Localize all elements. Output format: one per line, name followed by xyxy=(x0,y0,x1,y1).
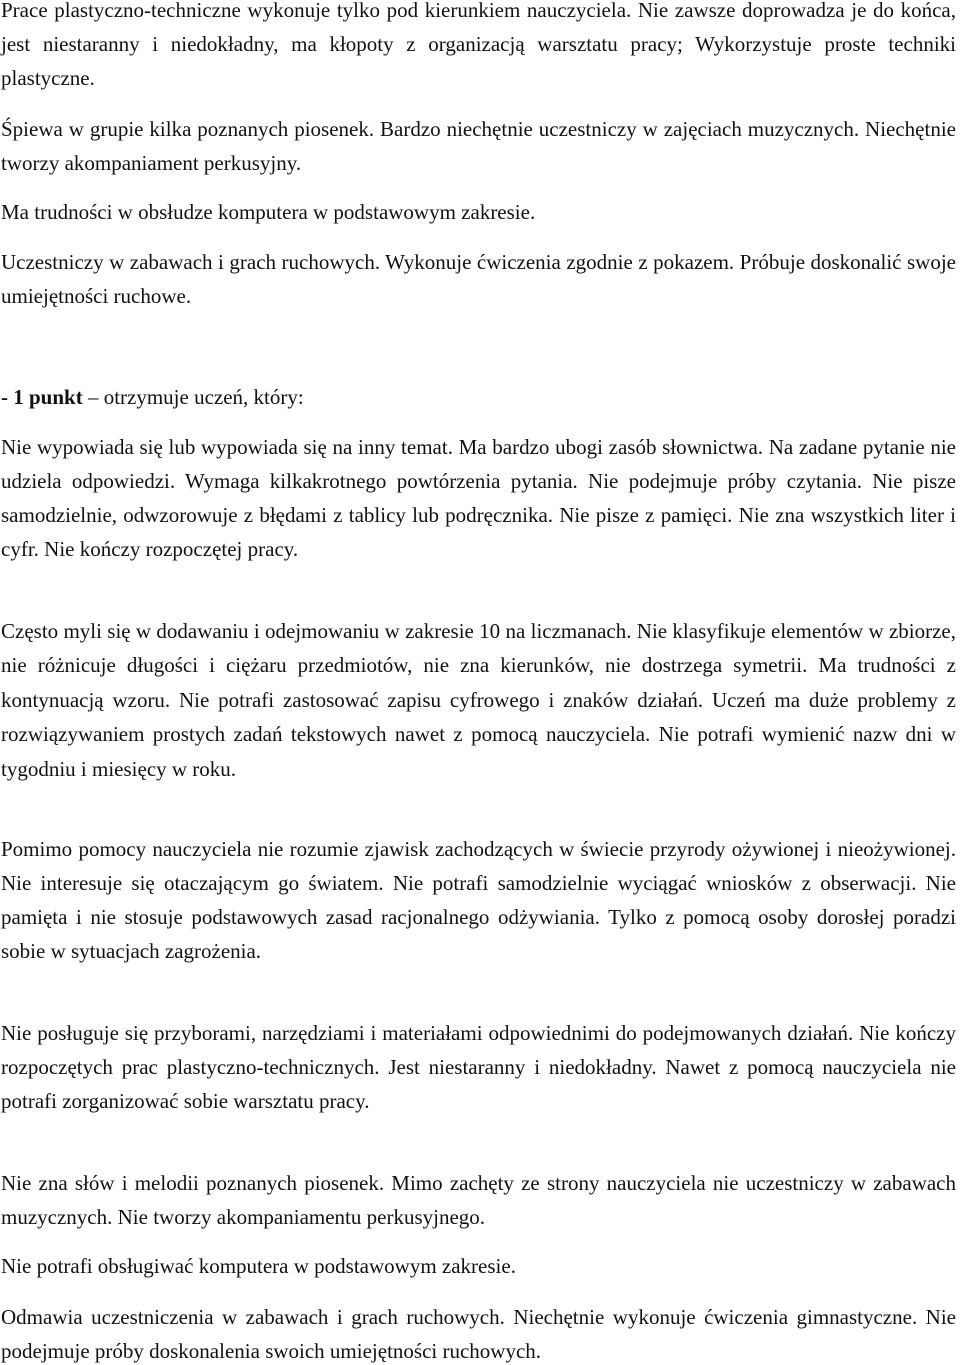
paragraph-computer-1pt: Nie potrafi obsługiwać komputera w podstawowym zakresie. xyxy=(1,1254,516,1278)
section-heading-description: – otrzymuje uczeń, który: xyxy=(82,385,304,409)
paragraph-music-1pt: Nie zna słów i melodii poznanych piosenek. Mimo zachęty ze strony nauczyciela nie uczestniczy w zabawach muzycznych. Nie tworzy akompaniamentu perkusyjnego. xyxy=(1,1171,956,1229)
paragraph-nature-1pt: Pomimo pomocy nauczyciela nie rozumie zjawisk zachodzących w świecie przyrody ożywionej i nieożywionej. Nie interesuje się otaczającym go światem. Nie potrafi samodzielnie wyciągać wniosków z obserwacji. Nie pamięta i nie stosuje podstawowych zasad racjonalnego odżywiania. Tylko z pomocą osoby dorosłej poradzi sobie w sytuacjach zagrożenia. xyxy=(1,837,956,963)
paragraph-music-skills: Śpiewa w grupie kilka poznanych piosenek. Bardzo niechętnie uczestniczy w zajęciach muzycznych. Niechętnie tworzy akompaniament perkusyjny. xyxy=(1,117,956,176)
paragraph-art-1pt: Nie posługuje się przyborami, narzędziami i materiałami odpowiednimi do podejmowanych działań. Nie kończy rozpoczętych prac plastyczno-technicznych. Jest niestaranny i niedokładny. Nawet z pomocą nauczyciela nie potrafi zorganizować sobie warsztatu pracy. xyxy=(1,1021,956,1113)
section-heading-1-point xyxy=(1,380,956,414)
paragraph-math-1pt: Często myli się w dodawaniu i odejmowaniu w zakresie 10 na liczmanach. Nie klasyfikuje elementów w zbiorze, nie różnicuje długości i ciężaru przedmiotów, nie zna kierunków, nie dostrzega symetrii. Ma trudności z kontynuacją wzoru. Nie potrafi zastosować zapisu cyfrowego i znaków działań. Uczeń ma duże problemy z rozwiązywaniem prostych zadań tekstowych nawet z pomocą nauczyciela. Nie potrafi wymienić nazw dni w tygodniu i miesięcy w roku. xyxy=(1,619,956,781)
paragraph-computer-skills: Ma trudności w obsłudze komputera w podstawowym zakresie. xyxy=(1,200,536,224)
paragraph-pe-1pt: Odmawia uczestniczenia w zabawach i grach ruchowych. Niechętnie wykonuje ćwiczenia gimnastyczne. Nie podejmuje próby doskonalenia swoich umiejętności ruchowych. xyxy=(1,1305,956,1363)
section-heading-points: - 1 punkt xyxy=(1,385,83,409)
paragraph-art-skills: Prace plastyczno-techniczne wykonuje tylko pod kierunkiem nauczyciela. Nie zawsze doprowadza je do końca, jest niestaranny i niedokładny, ma kłopoty z organizacją warsztatu pracy; Wykorzystuje proste techniki plastyczne. xyxy=(1,0,956,90)
paragraph-pe-skills: Uczestniczy w zabawach i grach ruchowych. Wykonuje ćwiczenia zgodnie z pokazem. Próbuje doskonalić swoje umiejętności ruchowe. xyxy=(1,250,956,309)
paragraph-language-1pt: Nie wypowiada się lub wypowiada się na inny temat. Ma bardzo ubogi zasób słownictwa. Na zadane pytanie nie udziela odpowiedzi. Wymaga kilkakrotnego powtórzenia pytania. Nie podejmuje próby czytania. Nie pisze samodzielnie, odwzorowuje z błędami z tablicy lub podręcznika. Nie pisze z pamięci. Nie zna wszystkich liter i cyfr. Nie kończy rozpoczętej pracy. xyxy=(1,435,956,561)
